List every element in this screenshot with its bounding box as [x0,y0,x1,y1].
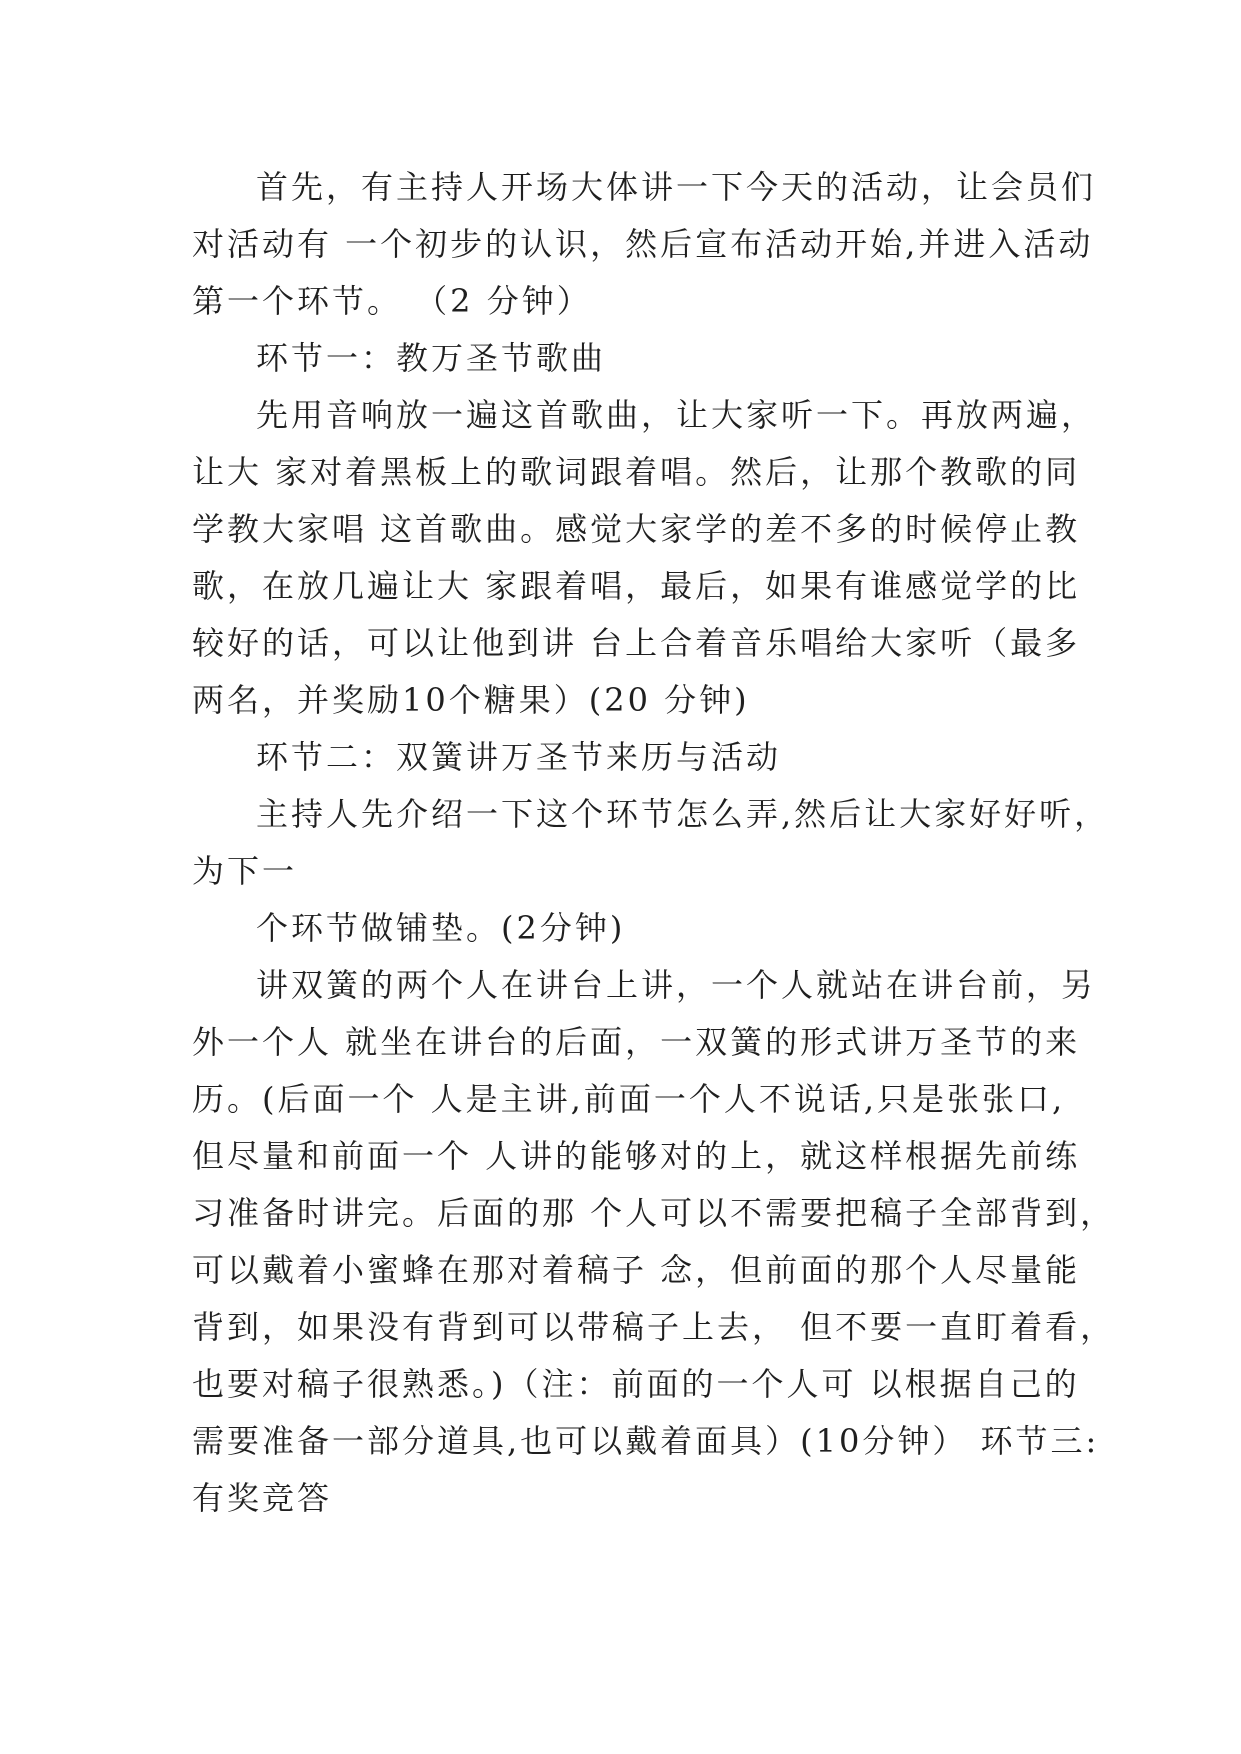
paragraph-line: 先用音响放一遍这首歌曲，让大家听一下。再放两遍， [256,396,1097,434]
paragraph-line: 首先，有主持人开场大体讲一下今天的活动，让会员们 [256,168,1097,206]
paragraph-line: 第一个环节。 （2 分钟） [192,282,592,320]
paragraph-line: 背到，如果没有背到可以带稿子上去， 但不要一直盯着看， [192,1308,1116,1346]
paragraph-line: 歌，在放几遍让大 家跟着唱，最后，如果有谁感觉学的比 [192,567,1081,605]
section-heading: 环节一：教万圣节歌曲 [256,339,607,377]
paragraph-line: 有奖竞答 [192,1479,333,1517]
paragraph-line: 外一个人 就坐在讲台的后面，一双簧的形式讲万圣节的来 [192,1023,1081,1061]
paragraph-line: 需要准备一部分道具,也可以戴着面具）(10分钟） 环节三: [192,1422,1100,1460]
paragraph-line: 主持人先介绍一下这个环节怎么弄,然后让大家好好听， [256,795,1110,833]
section-heading: 环节二：双簧讲万圣节来历与活动 [256,738,782,776]
paragraph-line: 为下一 [192,852,298,890]
paragraph-line: 讲双簧的两个人在讲台上讲，一个人就站在讲台前，另 [256,966,1097,1004]
paragraph-line: 两名，并奖励10个糖果）(20 分钟) [192,681,750,719]
paragraph-line: 也要对稿子很熟悉。)（注：前面的一个人可 以根据自己的 [192,1365,1080,1403]
paragraph-line: 较好的话，可以让他到讲 台上合着音乐唱给大家听（最多 [192,624,1081,662]
paragraph-line: 但尽量和前面一个 人讲的能够对的上，就这样根据先前练 [192,1137,1081,1175]
paragraph-line: 对活动有 一个初步的认识，然后宣布活动开始,并进入活动 [192,225,1094,263]
paragraph-line: 可以戴着小蜜蜂在那对着稿子 念，但前面的那个人尽量能 [192,1251,1081,1289]
paragraph-line: 历。(后面一个 人是主讲,前面一个人不说话,只是张张口, [192,1080,1066,1118]
paragraph-line: 学教大家唱 这首歌曲。感觉大家学的差不多的时候停止教 [192,510,1081,548]
paragraph-line: 个环节做铺垫。(2分钟) [256,909,626,947]
paragraph-line: 习准备时讲完。后面的那 个人可以不需要把稿子全部背到， [192,1194,1116,1232]
paragraph-line: 让大 家对着黑板上的歌词跟着唱。然后，让那个教歌的同 [192,453,1081,491]
